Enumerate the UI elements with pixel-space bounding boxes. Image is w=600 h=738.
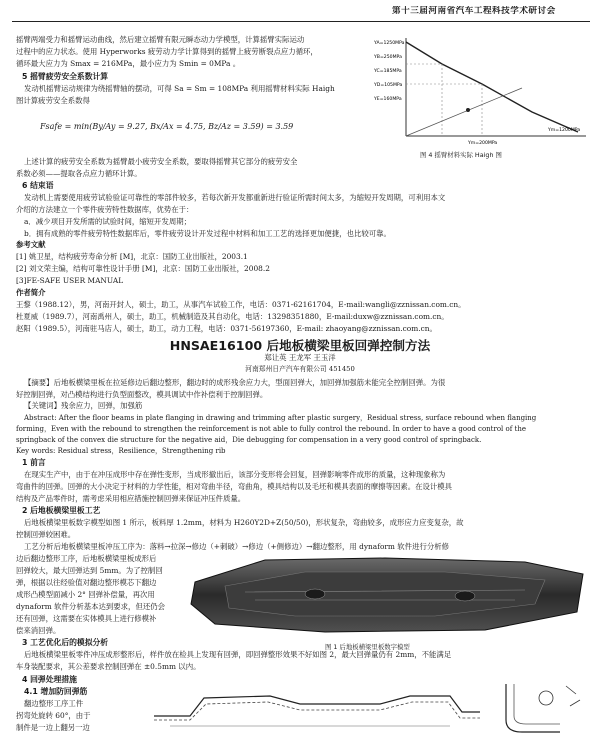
body-line: 系数必须——提取各点应力循环计算。 xyxy=(16,169,142,178)
body-line: 拐弯处旋转 60°，由于 xyxy=(16,711,91,720)
body-line: 弯曲件的回弹。回弹的大小决定于材料的力学性能，相对弯曲半径，弯曲角，模具结构以及毛坯和模具表面的摩擦等因素。在设计模具 xyxy=(16,482,453,491)
body-line: 回弹较大，最大回弹达到 5mm。为了控制回 xyxy=(16,566,163,575)
paper-affiliation: 河南郑州日产汽车有限公司 451450 xyxy=(245,365,355,373)
body-line: 结构及产品零件时，需考虑采用相应措施控制回弹来保证冲压件质量。 xyxy=(16,494,246,503)
header-rule xyxy=(12,21,590,22)
y-label: YC=185MPa xyxy=(374,69,402,74)
section-heading-6: 6 结束语 xyxy=(22,181,54,190)
body-line: 制件是一边上翻另一边 xyxy=(16,723,90,732)
body-line: 弹，根据以往经验值对翻边整形模芯下翻边 xyxy=(16,578,157,587)
body-line: 图计算疲劳安全系数得 xyxy=(16,96,90,105)
keywords-cn: 【关键词】残余应力，回弹，加强筋 xyxy=(24,401,143,410)
section-heading-3: 3 工艺优化后的模拟分析 xyxy=(22,638,109,647)
haigh-diagram-figure xyxy=(372,28,592,148)
body-line: 后地板横梁里板零件冲压成形整形后，样件放在检具上发现有回弹，即回弹整形效果不好如图 2，最大回弹量仍有 2mm，不能满足 xyxy=(24,650,452,659)
figure-1-caption: 图 1 后地板横梁里板数字模型 xyxy=(325,643,410,651)
section-profile-rebound xyxy=(154,702,480,720)
stress-point xyxy=(466,108,470,112)
body-line: 介绍的方法建立一个零件疲劳特性数据库，优势在于： xyxy=(16,205,194,214)
body-line: 车身装配要求，其公差要求控制回弹在 ±0.5mm 以内。 xyxy=(16,662,201,671)
section-profile xyxy=(154,696,480,716)
body-line: 发动机上需要使用疲劳试验验证可靠性的零部件较多，若每次新开发都重新进行验证所需时间太多，为缩短开发周期，可利用本文 xyxy=(24,193,446,202)
arrow-mark xyxy=(566,686,580,706)
list-item: a．减少项目开发所需的试验时间，缩短开发周期； xyxy=(24,217,192,226)
author-bio: 王黎（1988.12），男，河南开封人，硕士，助工，从事汽车试验工作，电话：0371-62161704，E-mail:wangli@zznissan.com.cn。 xyxy=(16,300,466,309)
author-bio-heading: 作者简介 xyxy=(16,288,46,297)
section-heading-4-1: 4.1 增加防回弹筋 xyxy=(24,687,88,696)
body-line: 循环最大应力为 Smax = 216MPa，最小应力为 Smin = 0MPa 。 xyxy=(16,59,241,68)
body-line: 后地板横梁里板数字模型如图 1 所示，板料厚 1.2mm，材料为 H260Y2D+Z(50/50)，形状复杂，弯曲较多，成形应力应变复杂，故 xyxy=(24,518,464,527)
section-heading-4: 4 回弹处理措施 xyxy=(22,675,77,684)
part-hole xyxy=(305,589,325,599)
abstract-cn: 好控制回弹，对凸模结构进行负型面整改，模具调试中作补偿利于控制回弹。 xyxy=(16,390,268,399)
part-hole xyxy=(455,591,475,601)
section-heading-1: 1 前言 xyxy=(22,458,46,467)
conference-header: 第十三届河南省汽车工程科技学术研讨会 xyxy=(392,6,556,16)
detail-circle xyxy=(539,691,553,705)
figure-4-caption: 图 4 摇臂材料实际 Haigh 图 xyxy=(420,151,502,159)
flange-profile-inner xyxy=(514,684,560,724)
body-line: 工艺分析后地板横梁里板冲压工序为：落料→拉深→修边（+刺破）→修边（+侧修边）→翻边整形，用 dynaform 软件进行分析修 xyxy=(24,542,450,551)
list-item: b．拥有成熟的零件疲劳特性数据库后，零件疲劳设计开发过程中材料和加工工艺的选择更加便捷，也比较可靠。 xyxy=(24,229,391,238)
body-line: 摇臂两端受力和摇臂运动曲线，然后建立摇臂有限元瞬态动力学模型，计算摇臂实际运动 xyxy=(16,35,305,44)
references-heading: 参考文献 xyxy=(16,240,46,249)
section-heading-2: 2 后地板横梁里板工艺 xyxy=(22,506,101,515)
body-line: 在现实生产中，由于在冲压成形中存在弹性变形，当成形撤出后，该部分变形将会回复，回弹影响零件成形的质量，这种现象称为 xyxy=(24,470,446,479)
load-line xyxy=(406,88,522,136)
reference-item: [2] 刘文荣主编，结构可靠性设计手册 [M]，北京：国防工业出版社，2008.2 xyxy=(16,264,270,273)
cross-section-figure xyxy=(150,676,590,738)
y-label: YE=160MPa xyxy=(374,97,402,102)
body-line: 还有回弹，这需要在实体模具上进行修模补 xyxy=(16,614,157,623)
author-bio: 赵阳（1989.5），河南驻马店人，硕士，助工，动力工程，电话：0371-56197360，E-mail: zhaoyang@zznissan.com.cn。 xyxy=(16,324,437,333)
abstract-en: springback of the convex die structure for the negative aid，Die debugging for compensation in a very good control of springback. xyxy=(16,436,482,444)
keywords-en: Key words: Residual stress，Resilience，Strengthening rib xyxy=(16,447,226,455)
safety-factor-formula: Fsafe = min(By/Ay = 9.27, Bx/Ax = 4.75, Bz/Az = 3.59) = 3.59 xyxy=(40,122,294,131)
body-line: 翻边整形工序工件 xyxy=(24,699,84,708)
body-line: dynaform 软件分析基本达到要求，但还仍会 xyxy=(16,602,166,611)
body-line: 上述计算的疲劳安全系数为摇臂最小疲劳安全系数，要取得摇臂其它部分的疲劳安全 xyxy=(24,157,298,166)
abstract-en: forming，Even with the rebound to strengthen the reinforcement is not able to fully control the rebound. In order to have a good control of the xyxy=(16,425,527,433)
body-line: 控制回弹较困难。 xyxy=(16,530,76,539)
abstract-en: Abstract: After the floor beams in plate flanging in drawing and trimming after plastic surgery，Residual stress, surface rebound when flanging xyxy=(24,414,537,422)
body-line: 过程中的应力状态。使用 Hyperworks 疲劳动力学计算得到的摇臂上疲劳断裂点应力循环， xyxy=(16,47,318,56)
y-label: YA=1250MPa xyxy=(374,41,405,46)
author-bio: 杜夏威（1989.7），河南禹州人，硕士，助工，机械制造及其自动化，电话：13298351880，E-mail:duxw@zznissan.com.cn。 xyxy=(16,312,449,321)
reference-item: [3]FE-SAFE USER MANUAL xyxy=(16,276,124,285)
abstract-cn: 【摘要】后地板横梁里板在拉延修边后翻边整形，翻边时的成形残余应力大，型面回弹大，加回弹加强筋未能完全控制回弹。为很 xyxy=(24,378,446,387)
figure-1-part-model xyxy=(185,552,590,638)
reference-item: [1] 姚卫星，结构疲劳寿命分析 [M]，北京：国防工业出版社，2003.1 xyxy=(16,252,248,261)
y-label: YD=105MPa xyxy=(374,83,403,88)
haigh-curve xyxy=(406,42,581,133)
y-label: YB=250MPa xyxy=(374,55,402,60)
x-label: Ym=200MPa xyxy=(468,141,498,146)
body-line: 边后翻边整形工序，后地板横梁里板成形后 xyxy=(16,554,157,563)
paper-title: HNSAE16100 后地板横梁里板回弹控制方法 xyxy=(169,338,431,353)
body-line: 发动机摇臂运动规律为绕摇臂轴的摆动，可得 Sa = Sm = 108MPa 利用摇臂材料实际 Haigh xyxy=(24,84,335,93)
section-heading-5: 5 摇臂疲劳安全系数计算 xyxy=(22,72,109,81)
body-line: 偿来消回弹。 xyxy=(16,626,61,635)
paper-authors: 郑让英 王龙军 王玉洋 xyxy=(264,353,336,362)
x-label: Ym=1200MPa xyxy=(548,128,581,133)
body-line: 成形凸模型面减小 2° 回弹补偿量，再次用 xyxy=(16,590,155,599)
